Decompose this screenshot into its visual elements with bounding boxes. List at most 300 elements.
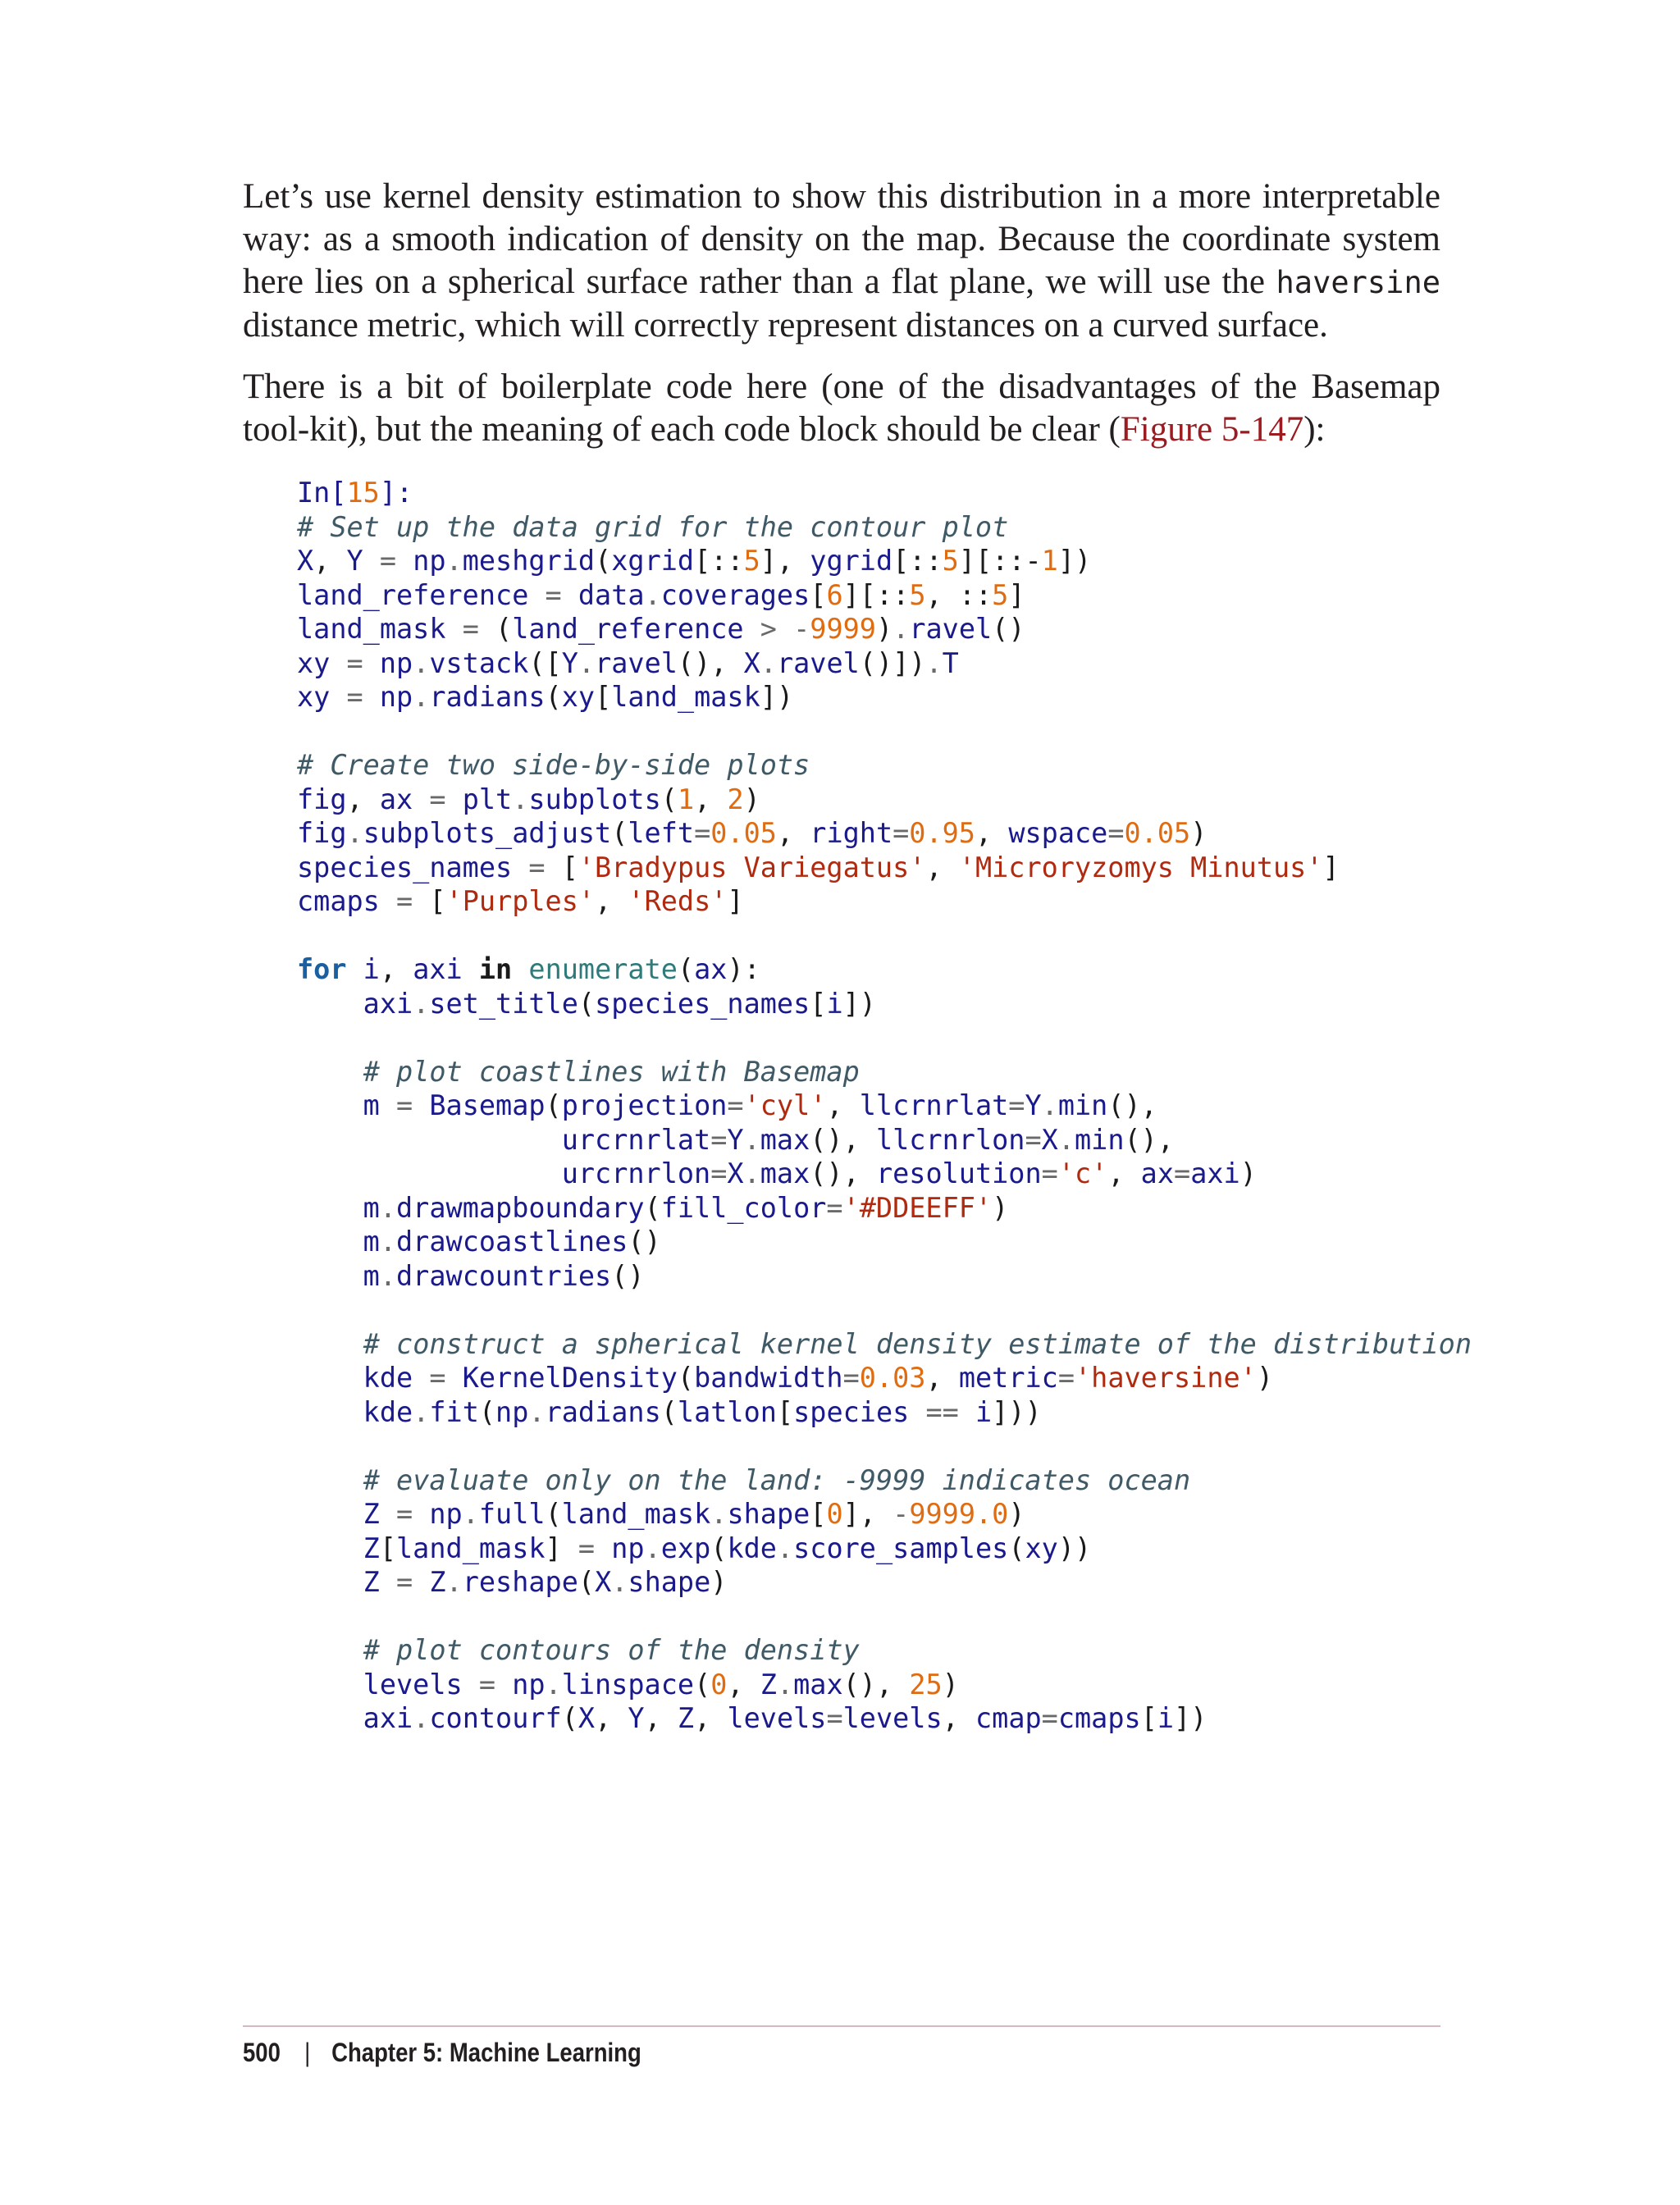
code-line <box>297 884 1472 919</box>
code-token: . <box>413 681 430 713</box>
code-token: shape <box>628 1566 711 1598</box>
code-token: 5 <box>942 545 959 577</box>
code-token: Z <box>760 1668 777 1701</box>
code-line <box>297 1089 1472 1123</box>
code-token: Z <box>429 1566 446 1598</box>
code-token: 0 <box>826 1498 843 1530</box>
code-token: . <box>413 1702 430 1734</box>
code-token: 'Microryzomys Minutus' <box>958 851 1323 883</box>
code-token: axi <box>297 1702 413 1734</box>
code-token: cmap <box>975 1702 1042 1734</box>
code-line <box>297 1293 1472 1327</box>
code-token: llcrnrlon <box>875 1123 1025 1156</box>
code-token: = <box>694 817 711 849</box>
code-token: (), <box>810 1123 876 1156</box>
code-token: 1 <box>1041 545 1058 577</box>
code-token: . <box>611 1566 628 1598</box>
code-token: , <box>925 1362 959 1394</box>
code-token: 'cyl' <box>743 1089 827 1121</box>
code-token: [ <box>810 987 827 1020</box>
code-token: levels <box>727 1702 827 1734</box>
code-token: ( <box>495 613 513 645</box>
code-token: metric <box>958 1362 1058 1394</box>
code-token: cmaps <box>1057 1702 1141 1734</box>
code-token: radians <box>429 681 546 713</box>
code-token: land_reference <box>512 613 744 645</box>
code-token: ][::- <box>958 545 1042 577</box>
code-token: , <box>379 953 413 985</box>
code-token: ]: <box>379 477 413 509</box>
code-token: m <box>297 1259 380 1292</box>
code-token: Z <box>297 1498 380 1530</box>
code-token: np <box>379 646 413 679</box>
code-token: score_samples <box>793 1532 1009 1564</box>
code-token: 9999 <box>810 613 876 645</box>
code-token: subplots_adjust <box>363 817 612 849</box>
code-token: = <box>330 681 380 713</box>
code-token: reshape <box>462 1566 578 1598</box>
code-token: # plot contours of the density <box>363 1634 860 1666</box>
footer-separator: | <box>304 2038 311 2067</box>
code-token: full <box>478 1498 546 1530</box>
code-token: . <box>644 1532 661 1564</box>
code-token: ( <box>677 1362 695 1394</box>
code-token: 1 <box>677 783 695 815</box>
code-token: = <box>710 1157 728 1189</box>
code-token: , <box>776 817 810 849</box>
code-token: ( <box>545 681 562 713</box>
code-token: species_names <box>595 987 810 1020</box>
code-token: ) <box>1008 1498 1025 1530</box>
code-token: # construct a spherical kernel density estimate of the distribution <box>363 1327 1472 1360</box>
code-token: axi <box>1190 1157 1240 1189</box>
code-token: i <box>1157 1702 1175 1734</box>
code-token: . <box>379 1259 397 1292</box>
code-token: 'c' <box>1057 1157 1108 1189</box>
code-token: . <box>710 1498 728 1530</box>
code-token: ] <box>1322 851 1340 883</box>
code-token: . <box>925 646 943 679</box>
code-token: fill_color <box>660 1191 827 1224</box>
code-line <box>297 1020 1472 1055</box>
code-token: = <box>1107 817 1125 849</box>
code-token: ax <box>379 783 413 815</box>
code-token: = <box>561 1532 612 1564</box>
code-token: () <box>992 613 1025 645</box>
code-token: np <box>495 1395 529 1428</box>
code-token <box>297 1464 363 1496</box>
code-token: ravel <box>909 613 993 645</box>
chapter-title: Chapter 5: Machine Learning <box>331 2038 641 2067</box>
code-token: () <box>628 1226 661 1258</box>
code-token: . <box>512 783 529 815</box>
code-token: X <box>1041 1123 1058 1156</box>
code-line <box>297 851 1472 885</box>
code-token: xy <box>297 681 331 713</box>
code-token: ]) <box>760 681 794 713</box>
code-token: 'haversine' <box>1075 1362 1257 1394</box>
code-token: 6 <box>826 578 843 611</box>
code-line <box>297 578 1472 613</box>
code-token: X <box>595 1566 612 1598</box>
code-line <box>297 1259 1472 1294</box>
code-token: ] <box>727 885 744 917</box>
code-token: # Set up the data grid for the contour plot <box>297 510 1009 543</box>
code-line <box>297 1600 1472 1634</box>
code-line <box>297 1395 1472 1430</box>
code-line <box>297 1157 1472 1191</box>
code-token: Basemap <box>429 1089 546 1121</box>
code-token: ) <box>1239 1157 1257 1189</box>
code-token: - <box>793 613 810 645</box>
code-token: np <box>429 1498 463 1530</box>
code-token: urcrnrlon <box>561 1157 711 1189</box>
code-token: Y <box>561 646 578 679</box>
code-token: = <box>842 1362 860 1394</box>
code-token: species <box>793 1395 910 1428</box>
code-token: ) <box>1190 817 1208 849</box>
code-token: i <box>346 953 380 985</box>
code-token: 'Purples' <box>445 885 596 917</box>
code-token: . <box>743 1123 760 1156</box>
paragraph-text: ): <box>1303 410 1326 449</box>
code-token: ): <box>727 953 760 985</box>
code-token: contourf <box>429 1702 562 1734</box>
code-token: kde <box>297 1395 413 1428</box>
code-token: plt <box>462 783 513 815</box>
code-token <box>297 1634 363 1666</box>
code-line <box>297 612 1472 646</box>
code-token: ]) <box>1174 1702 1208 1734</box>
code-token: , <box>595 1702 628 1734</box>
code-line <box>297 1191 1472 1226</box>
code-token: min <box>1057 1089 1108 1121</box>
code-token: T <box>942 646 959 679</box>
code-line <box>297 1497 1472 1532</box>
code-token: = <box>727 1089 744 1121</box>
code-token: (), <box>1107 1089 1157 1121</box>
code-token: [ <box>561 851 578 883</box>
code-token: cmaps <box>297 885 380 917</box>
code-token: 0.05 <box>710 817 777 849</box>
code-token: land_reference <box>297 578 529 611</box>
code-token: max <box>760 1157 810 1189</box>
code-token: ])) <box>992 1395 1042 1428</box>
code-token: . <box>413 646 430 679</box>
code-token: np <box>512 1668 546 1701</box>
code-line <box>297 783 1472 817</box>
code-token: , <box>595 885 628 917</box>
code-token: = <box>462 1668 513 1701</box>
code-token: max <box>760 1123 810 1156</box>
figure-cross-reference-link[interactable]: Figure 5-147 <box>1120 410 1304 449</box>
code-token: ], <box>842 1498 893 1530</box>
code-token: right <box>810 817 893 849</box>
code-token: m <box>297 1226 380 1258</box>
code-token: llcrnrlat <box>859 1089 1009 1121</box>
code-token: [ <box>810 1498 827 1530</box>
code-token: = <box>512 851 562 883</box>
code-token: ]) <box>842 987 876 1020</box>
code-token: 'Bradypus Variegatus' <box>578 851 926 883</box>
code-token: land_mask <box>297 613 446 645</box>
code-line <box>297 510 1472 545</box>
code-token: . <box>413 1395 430 1428</box>
code-token: [ <box>595 681 612 713</box>
code-token: = <box>1041 1702 1058 1734</box>
code-token: = <box>826 1702 843 1734</box>
code-token: ) <box>710 1566 728 1598</box>
code-token: = <box>379 1498 430 1530</box>
code-token: levels <box>842 1702 943 1734</box>
code-token: latlon <box>677 1395 777 1428</box>
code-token: ravel <box>776 646 860 679</box>
code-token: . <box>1057 1123 1075 1156</box>
code-token: i <box>826 987 843 1020</box>
code-token: . <box>445 545 463 577</box>
code-token: ]) <box>1057 545 1092 577</box>
paragraph-boilerplate-note <box>243 366 1440 451</box>
code-token: ([ <box>528 646 562 679</box>
code-token: xy <box>1025 1532 1058 1564</box>
code-token: Z <box>297 1532 380 1564</box>
code-token: fit <box>429 1395 479 1428</box>
code-token: species_names <box>297 851 513 883</box>
code-token: . <box>644 578 661 611</box>
code-token: . <box>776 1668 794 1701</box>
code-token: ( <box>578 987 596 1020</box>
code-token: # plot coastlines with Basemap <box>363 1055 860 1088</box>
code-token: X <box>743 646 760 679</box>
code-token <box>297 1056 363 1088</box>
code-line <box>297 748 1472 783</box>
code-token: xy <box>297 646 331 679</box>
code-token: max <box>793 1668 843 1701</box>
code-token: coverages <box>660 578 810 611</box>
code-token: ( <box>611 817 628 849</box>
code-token: = <box>710 1123 728 1156</box>
code-line <box>297 714 1472 749</box>
code-token: 9999.0 <box>909 1498 1009 1530</box>
code-token: X <box>727 1157 744 1189</box>
code-token: 5 <box>909 578 926 611</box>
code-token: land_mask <box>611 681 760 713</box>
code-token: 0.03 <box>859 1362 926 1394</box>
code-token: = <box>379 885 430 917</box>
code-line <box>297 1225 1472 1259</box>
code-token: ( <box>478 1395 496 1428</box>
code-token <box>297 1328 363 1360</box>
code-token: = <box>1057 1362 1075 1394</box>
code-token: 2 <box>727 783 744 815</box>
code-token: xy <box>561 681 596 713</box>
code-token: 25 <box>909 1668 943 1701</box>
code-token: ) <box>875 613 893 645</box>
code-token: exp <box>660 1532 711 1564</box>
code-token: ( <box>694 1668 711 1701</box>
code-token: fig <box>297 817 347 849</box>
code-token: Y <box>346 545 363 577</box>
code-token: [ <box>1140 1702 1157 1734</box>
code-token: ] <box>1008 578 1025 611</box>
code-token: levels <box>297 1668 463 1701</box>
code-token: , <box>694 1702 728 1734</box>
code-token: (), <box>1124 1123 1175 1156</box>
code-token: ( <box>545 1089 562 1121</box>
code-token: ] <box>545 1532 562 1564</box>
code-token: left <box>628 817 695 849</box>
code-token: # evaluate only on the land: -9999 indicates ocean <box>363 1463 1191 1496</box>
code-token: meshgrid <box>462 545 596 577</box>
code-token: , <box>826 1089 860 1121</box>
code-token: np <box>611 1532 645 1564</box>
code-token: KernelDensity <box>462 1362 678 1394</box>
code-token: ( <box>578 1566 596 1598</box>
code-token: subplots <box>528 783 661 815</box>
code-token: kde <box>297 1362 413 1394</box>
code-token: land_mask <box>396 1532 546 1564</box>
code-token: 5 <box>992 578 1009 611</box>
footer-divider <box>243 2025 1440 2027</box>
code-token: axi <box>413 953 479 985</box>
code-line <box>297 919 1472 953</box>
code-token: set_title <box>429 987 578 1020</box>
code-token: , <box>346 783 380 815</box>
code-token: = <box>445 613 496 645</box>
code-line <box>297 476 1472 510</box>
code-token: ) <box>743 783 760 815</box>
code-listing <box>297 476 1472 1736</box>
code-token: = <box>330 646 380 679</box>
code-token: )) <box>1057 1532 1092 1564</box>
code-token: = <box>1174 1157 1191 1189</box>
code-token: drawmapboundary <box>396 1191 645 1224</box>
code-token: ( <box>595 545 612 577</box>
code-line <box>297 1463 1472 1498</box>
paragraph-text: There is a bit of boilerplate code here (one of the disadvantages of the Basemap tool‐kit), but the meaning of each code block should be clear ( <box>243 368 1440 449</box>
code-token: ) <box>992 1191 1009 1224</box>
paragraph-text: Let’s use kernel density estimation to show this distribution in a more interpretable way: as a smooth indication of density on the map. Because the coordinate system here lies on a spherical surface rather than a flat plane, we will use the <box>243 177 1440 301</box>
code-token: np <box>413 545 446 577</box>
code-token: . <box>379 1226 397 1258</box>
code-token: linspace <box>561 1668 695 1701</box>
code-token <box>297 1157 562 1189</box>
code-token <box>512 953 528 985</box>
code-token: . <box>413 987 430 1020</box>
code-token: min <box>1075 1123 1125 1156</box>
code-token: . <box>379 1191 397 1224</box>
code-token: = <box>892 817 910 849</box>
code-token: . <box>760 646 777 679</box>
code-token: ( <box>561 1702 578 1734</box>
code-token: . <box>545 1668 562 1701</box>
code-token: ) <box>942 1668 959 1701</box>
code-token: ( <box>677 953 695 985</box>
code-token: = <box>379 1089 430 1121</box>
code-token: [ <box>810 578 827 611</box>
code-token: , <box>925 851 959 883</box>
code-line <box>297 1327 1472 1362</box>
code-token: np <box>379 681 413 713</box>
code-token: , :: <box>925 578 993 611</box>
code-token: ( <box>710 1532 728 1564</box>
code-token: X <box>578 1702 596 1734</box>
code-token: enumerate <box>528 953 678 985</box>
code-line <box>297 646 1472 681</box>
code-token: . <box>578 646 596 679</box>
code-token: (), <box>810 1157 876 1189</box>
code-token: wspace <box>1008 817 1108 849</box>
code-token: ax <box>1140 1157 1175 1189</box>
code-line <box>297 1123 1472 1157</box>
code-token: > <box>743 613 794 645</box>
code-token: '#DDEEFF' <box>842 1191 993 1224</box>
code-token: . <box>743 1157 760 1189</box>
code-token: , <box>942 1702 975 1734</box>
code-token: [ <box>379 1532 397 1564</box>
code-token: X <box>297 545 314 577</box>
code-token: . <box>892 613 910 645</box>
code-token: 0 <box>710 1668 728 1701</box>
code-token: , <box>313 545 347 577</box>
code-line <box>297 816 1472 851</box>
code-token: ( <box>660 1395 678 1428</box>
code-token: ( <box>1008 1532 1025 1564</box>
code-token: = <box>1025 1123 1042 1156</box>
code-token: = <box>379 1566 430 1598</box>
code-token: kde <box>727 1532 777 1564</box>
code-token: ()]) <box>859 646 926 679</box>
code-token: 15 <box>346 477 380 509</box>
code-line <box>297 1668 1472 1702</box>
code-token: [ <box>776 1395 794 1428</box>
code-token: - <box>892 1498 910 1530</box>
code-token: , <box>644 1702 678 1734</box>
code-token: resolution <box>875 1157 1042 1189</box>
code-token: == <box>909 1395 975 1428</box>
code-token: Z <box>677 1702 695 1734</box>
code-token: xgrid <box>611 545 695 577</box>
code-line <box>297 544 1472 578</box>
code-token: (), <box>677 646 744 679</box>
code-token: = <box>363 545 413 577</box>
code-token <box>297 1124 562 1156</box>
code-token: ], <box>760 545 810 577</box>
code-line <box>297 1565 1472 1600</box>
code-token: 'Reds' <box>628 885 728 917</box>
inline-code-haversine: haversine <box>1276 265 1440 300</box>
code-token: Y <box>628 1702 645 1734</box>
code-token: ][:: <box>842 578 910 611</box>
code-token: ax <box>694 953 728 985</box>
code-token: drawcountries <box>396 1259 612 1292</box>
code-token: = <box>413 783 463 815</box>
code-token: [:: <box>892 545 943 577</box>
code-token: for <box>297 953 347 985</box>
code-line <box>297 1633 1472 1668</box>
code-line <box>297 1532 1472 1566</box>
code-token: 0.05 <box>1124 817 1191 849</box>
code-token: Y <box>727 1123 744 1156</box>
code-token: in <box>478 953 513 985</box>
code-token: = <box>528 578 578 611</box>
code-token: = <box>413 1362 463 1394</box>
code-token: () <box>611 1259 645 1292</box>
code-token: Y <box>1025 1089 1042 1121</box>
code-line <box>297 1055 1472 1089</box>
code-token: m <box>297 1089 380 1121</box>
code-token: = <box>1008 1089 1025 1121</box>
